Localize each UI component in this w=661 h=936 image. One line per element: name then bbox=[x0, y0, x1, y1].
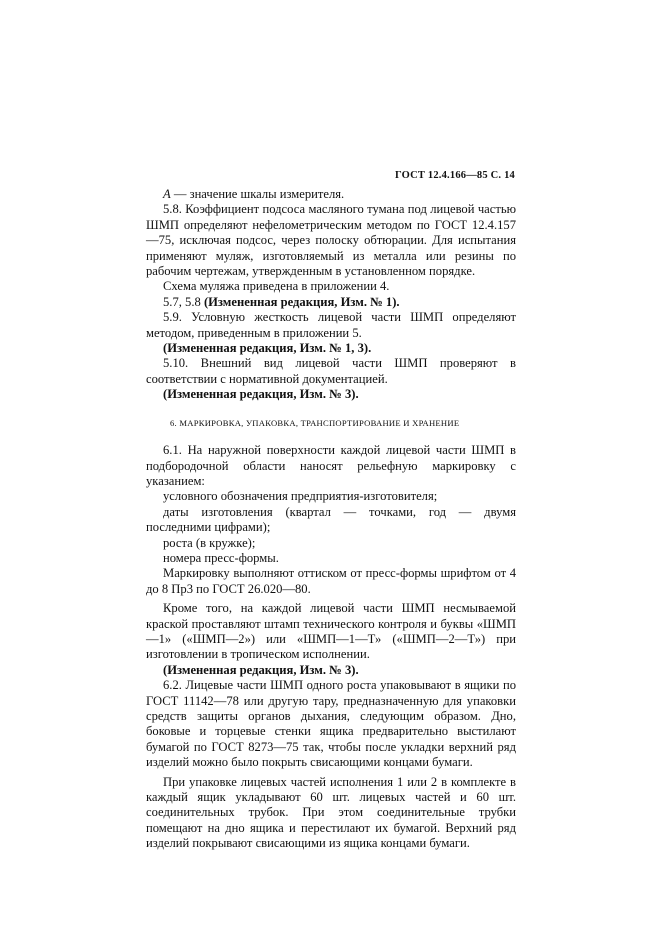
paragraph-marking-method: Маркировку выполняют оттиском от пресс-формы шрифтом от 4 до 8 Пр3 по ГОСТ 26.020—80. bbox=[146, 566, 516, 596]
paragraph-6-2: 6.2. Лицевые части ШМП одного роста упаковывают в ящики по ГОСТ 11142—78 или другую тару, предназначенную для упаковки средств защиты органов дыхания, следующим образом. Дно, боковые и торцевые стенки ящика предварительно выстилают бумагой по ГОСТ 8273—75 так, чтобы после укладки верхний ряд изделий можно было покрыть свисающими концами бумаги. bbox=[146, 678, 516, 770]
paragraph-5-10: 5.10. Внешний вид лицевой части ШМП проверяют в соответствии с нормативной документацией. bbox=[146, 356, 516, 386]
page-header: ГОСТ 12.4.166—85 С. 14 bbox=[394, 170, 515, 181]
paragraph-6-1: 6.1. На наружной поверхности каждой лицевой части ШМП в подбородочной области наносят рельефную маркировку с указанием: bbox=[146, 443, 516, 488]
paragraph-5-9: 5.9. Условную жесткость лицевой части ШМП определяют методом, приведенным в приложении 5. bbox=[146, 310, 516, 340]
paragraph-6-2-packing: При упаковке лицевых частей исполнения 1 или 2 в комплекте в каждый ящик укладывают 60 шт. лицевых частей и 60 шт. соединительных трубок. При этом соединительные трубки помещают на дно ящика и перестилают их бумагой. Верхний ряд изделий покрывают свисающими из ящика концами бумаги. bbox=[146, 774, 516, 851]
amendment-note-6-1: (Измененная редакция, Изм. № 3). bbox=[163, 662, 359, 677]
list-item-date: даты изготовления (квартал — точками, год — двумя последними цифрами); bbox=[146, 504, 516, 535]
list-item-size: роста (в кружке); bbox=[163, 535, 256, 550]
amendment-note: (Измененная редакция, Изм. № 1). bbox=[203, 294, 400, 309]
document-body bbox=[146, 187, 516, 852]
section-heading-6: 6. МАРКИРОВКА, УПАКОВКА, ТРАНСПОРТИРОВАНИЕ И ХРАНЕНИЕ bbox=[170, 417, 460, 428]
amendment-note-5-10: (Измененная редакция, Изм. № 3). bbox=[163, 387, 359, 402]
clause-numbers: 5.7, 5.8 bbox=[163, 294, 204, 309]
paragraph-5-7-note bbox=[146, 295, 516, 310]
paragraph-5-8: 5.8. Коэффициент подсоса масляного тумана под лицевой частью ШМП определяют нефелометрическим методом по ГОСТ 12.4.157—75, исключая подсос, через полоску обтюрации. Для испытания применяют муляж, изготовляемый из металла или резины по рабочим чертежам, утвержденным в установленном порядке. bbox=[146, 202, 516, 279]
paragraph-scheme: Схема муляжа приведена в приложении 4. bbox=[163, 279, 390, 294]
list-item-manufacturer: условного обозначения предприятия-изготовителя; bbox=[163, 489, 438, 504]
list-item-mold: номера пресс-формы. bbox=[163, 550, 279, 565]
paragraph-stamp: Кроме того, на каждой лицевой части ШМП несмываемой краской проставляют штамп технического контроля и буквы «ШМП—1» («ШМП—2») или «ШМП—1—Т» («ШМП—2—Т») при изготовлении в тропическом исполнении. bbox=[146, 601, 516, 662]
paragraph-a-definition bbox=[146, 187, 516, 202]
a-definition-text: — значение шкалы измерителя. bbox=[170, 187, 345, 201]
variable-a: А bbox=[163, 187, 171, 201]
amendment-note-5-9: (Измененная редакция, Изм. № 1, 3). bbox=[163, 341, 372, 356]
